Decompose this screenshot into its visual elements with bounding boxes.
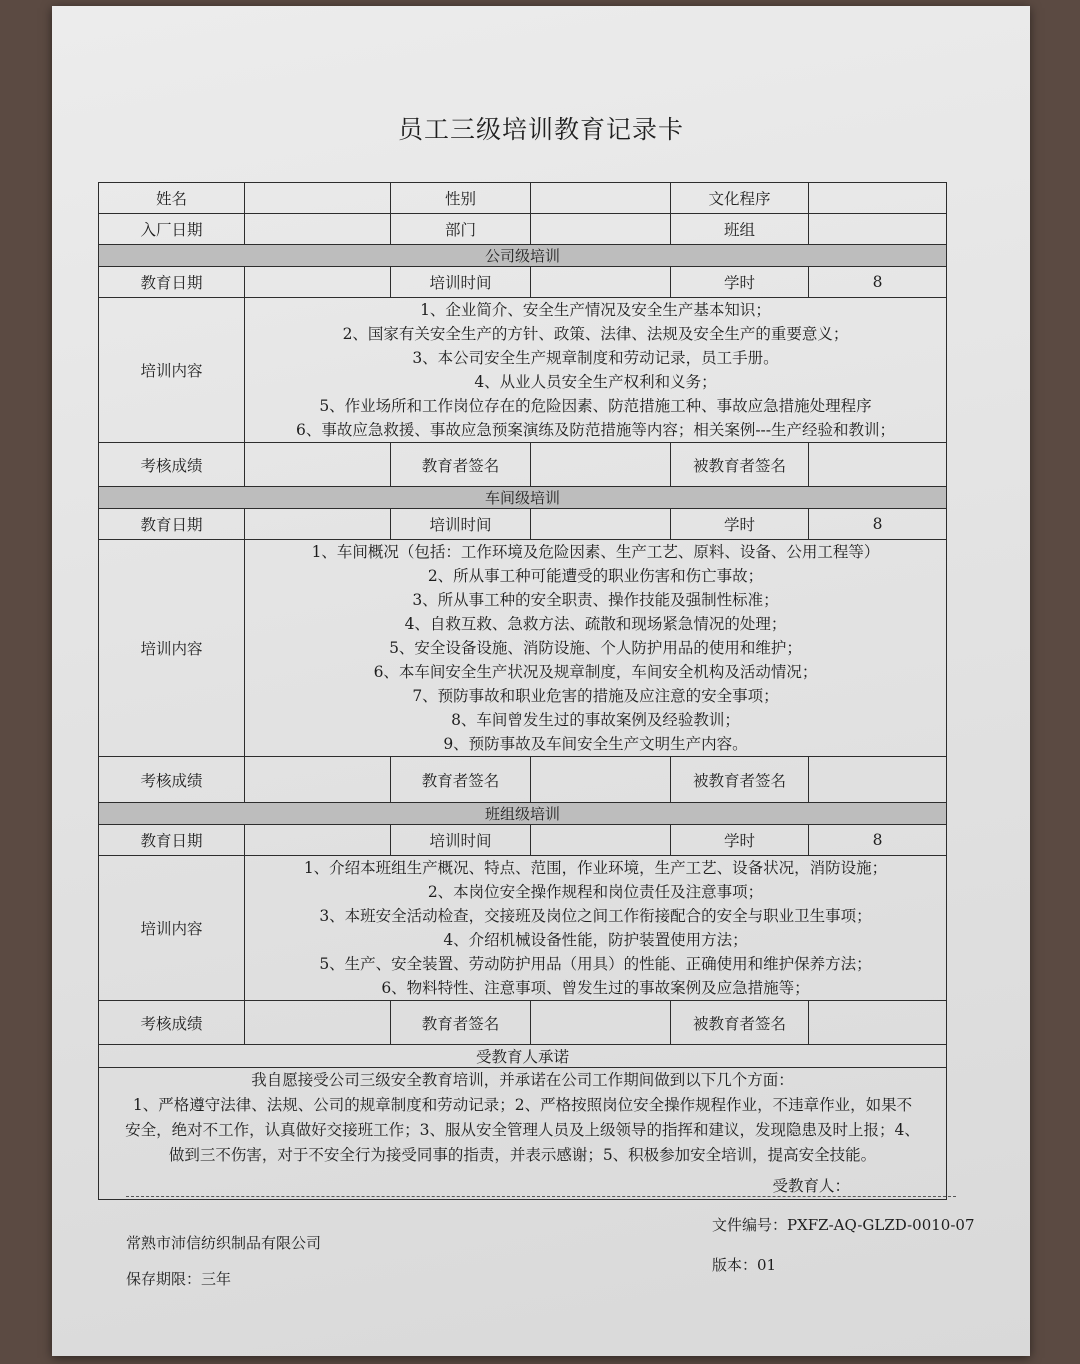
list-item: 6、物料特性、注意事项、曾发生过的事故案例及应急措施等； — [381, 979, 810, 997]
list-item: 6、事故应急救援、事故应急预案演练及防范措施等内容；相关案例---生产经验和教训； — [295, 421, 896, 439]
company-score-value[interactable] — [245, 443, 391, 487]
team-content-label: 培训内容 — [99, 856, 245, 1001]
education-label: 文化程序 — [671, 183, 809, 214]
team-score-row — [99, 1001, 947, 1045]
team-train-time-value[interactable] — [531, 825, 671, 856]
workshop-section-title: 车间级培训 — [99, 487, 947, 509]
name-value[interactable] — [245, 183, 391, 214]
company-train-time-value[interactable] — [531, 267, 671, 298]
list-item: 5、作业场所和工作岗位存在的危险因素、防范措施工种、事故应急措施处理程序 — [319, 397, 872, 415]
training-record-table — [98, 182, 947, 1200]
workshop-train-time-value[interactable] — [531, 509, 671, 540]
team-educatee-sign-label: 被教育者签名 — [671, 1001, 809, 1045]
list-item: 2、国家有关安全生产的方针、政策、法律、法规及安全生产的重要意义； — [342, 325, 849, 343]
company-hours-value: 8 — [809, 267, 947, 298]
team-label: 班组 — [671, 214, 809, 245]
list-item: 2、本岗位安全操作规程和岗位责任及注意事项； — [427, 883, 764, 901]
promise-section-title: 受教育人承诺 — [99, 1045, 947, 1068]
list-item: 2、所从事工种可能遭受的职业伤害和伤亡事故； — [427, 567, 764, 585]
entry-date-label: 入厂日期 — [99, 214, 245, 245]
name-label: 姓名 — [99, 183, 245, 214]
company-educator-sign-label: 教育者签名 — [391, 443, 531, 487]
team-score-value[interactable] — [245, 1001, 391, 1045]
promise-line: 做到三不伤害，对于不安全行为接受同事的指责，并表示感谢；5、积极参加安全培训，提高安全技能。 — [168, 1146, 877, 1164]
team-date-row — [99, 825, 947, 856]
company-content-list — [245, 298, 947, 443]
company-score-label: 考核成绩 — [99, 443, 245, 487]
list-item: 9、预防事故及车间安全生产文明生产内容。 — [443, 735, 748, 753]
team-edu-date-label: 教育日期 — [99, 825, 245, 856]
header-row-1 — [99, 183, 947, 214]
list-item: 6、本车间安全生产状况及规章制度，车间安全机构及活动情况； — [373, 663, 818, 681]
team-content-row — [99, 856, 947, 1001]
team-value[interactable] — [809, 214, 947, 245]
team-score-label: 考核成绩 — [99, 1001, 245, 1045]
entry-date-value[interactable] — [245, 214, 391, 245]
workshop-edu-date-label: 教育日期 — [99, 509, 245, 540]
dept-value[interactable] — [531, 214, 671, 245]
team-content-list — [245, 856, 947, 1001]
workshop-score-value[interactable] — [245, 757, 391, 803]
header-row-2 — [99, 214, 947, 245]
team-hours-value: 8 — [809, 825, 947, 856]
company-train-time-label: 培训时间 — [391, 267, 531, 298]
company-educatee-sign-label: 被教育者签名 — [671, 443, 809, 487]
workshop-train-time-label: 培训时间 — [391, 509, 531, 540]
promise-row — [99, 1068, 947, 1200]
workshop-hours-label: 学时 — [671, 509, 809, 540]
workshop-educatee-sign-value[interactable] — [809, 757, 947, 803]
footer-divider — [126, 1196, 956, 1197]
footer-retention: 保存期限：三年 — [126, 1270, 232, 1288]
list-item: 1、企业简介、安全生产情况及安全生产基本知识； — [420, 301, 771, 319]
team-educatee-sign-value[interactable] — [809, 1001, 947, 1045]
workshop-date-row — [99, 509, 947, 540]
list-item: 3、本公司安全生产规章制度和劳动记录，员工手册。 — [412, 349, 779, 367]
company-date-row — [99, 267, 947, 298]
list-item: 3、本班安全活动检查，交接班及岗位之间工作衔接配合的安全与职业卫生事项； — [319, 907, 872, 925]
dept-label: 部门 — [391, 214, 531, 245]
company-score-row — [99, 443, 947, 487]
gender-value[interactable] — [531, 183, 671, 214]
team-section-title: 班组级培训 — [99, 803, 947, 825]
workshop-hours-value: 8 — [809, 509, 947, 540]
footer-company: 常熟市沛信纺织制品有限公司 — [126, 1234, 322, 1252]
list-item: 7、预防事故和职业危害的措施及应注意的安全事项； — [412, 687, 779, 705]
company-educatee-sign-value[interactable] — [809, 443, 947, 487]
team-educator-sign-label: 教育者签名 — [391, 1001, 531, 1045]
team-hours-label: 学时 — [671, 825, 809, 856]
promise-line: 安全，绝对不工作，认真做好交接班工作；3、服从安全管理人员及上级领导的指挥和建议，发现隐患及时上报；4、 — [125, 1121, 920, 1139]
company-educator-sign-value[interactable] — [531, 443, 671, 487]
workshop-score-row — [99, 757, 947, 803]
promise-text — [99, 1068, 947, 1200]
company-edu-date-value[interactable] — [245, 267, 391, 298]
workshop-educator-sign-value[interactable] — [531, 757, 671, 803]
list-item: 1、车间概况（包括：工作环境及危险因素、生产工艺、原料、设备、公用工程等） — [311, 543, 880, 561]
company-section-title: 公司级培训 — [99, 245, 947, 267]
list-item: 8、车间曾发生过的事故案例及经验教训； — [451, 711, 740, 729]
list-item: 3、所从事工种的安全职责、操作技能及强制性标准； — [412, 591, 779, 609]
promise-line: 我自愿接受公司三级安全教育培训，并承诺在公司工作期间做到以下几个方面： — [251, 1071, 794, 1089]
workshop-score-label: 考核成绩 — [99, 757, 245, 803]
team-edu-date-value[interactable] — [245, 825, 391, 856]
company-content-label: 培训内容 — [99, 298, 245, 443]
workshop-content-row — [99, 540, 947, 757]
education-value[interactable] — [809, 183, 947, 214]
list-item: 4、介绍机械设备性能，防护装置使用方法； — [443, 931, 748, 949]
promise-line: 1、严格遵守法律、法规、公司的规章制度和劳动记录；2、严格按照岗位安全操作规程作业，不违章作业，如果不 — [132, 1096, 913, 1114]
workshop-educatee-sign-label: 被教育者签名 — [671, 757, 809, 803]
gender-label: 性别 — [391, 183, 531, 214]
workshop-educator-sign-label: 教育者签名 — [391, 757, 531, 803]
workshop-content-list — [245, 540, 947, 757]
company-edu-date-label: 教育日期 — [99, 267, 245, 298]
company-content-row — [99, 298, 947, 443]
company-hours-label: 学时 — [671, 267, 809, 298]
team-educator-sign-value[interactable] — [531, 1001, 671, 1045]
page-title: 员工三级培训教育记录卡 — [397, 115, 684, 144]
receiver-signature-label: 受教育人： — [772, 1177, 850, 1195]
team-train-time-label: 培训时间 — [391, 825, 531, 856]
list-item: 4、自救互救、急救方法、疏散和现场紧急情况的处理； — [404, 615, 787, 633]
workshop-edu-date-value[interactable] — [245, 509, 391, 540]
document-paper — [52, 6, 1030, 1356]
footer-doc-no: 文件编号：PXFZ-AQ-GLZD-0010-07 — [712, 1216, 975, 1234]
workshop-content-label: 培训内容 — [99, 540, 245, 757]
list-item: 4、从业人员安全生产权利和义务； — [474, 373, 717, 391]
list-item: 1、介绍本班组生产概况、特点、范围，作业环境，生产工艺、设备状况，消防设施； — [303, 859, 888, 877]
list-item: 5、生产、安全装置、劳动防护用品（用具）的性能、正确使用和维护保养方法； — [319, 955, 872, 973]
footer-version: 版本：01 — [712, 1256, 777, 1274]
list-item: 5、安全设备设施、消防设施、个人防护用品的使用和维护； — [389, 639, 802, 657]
